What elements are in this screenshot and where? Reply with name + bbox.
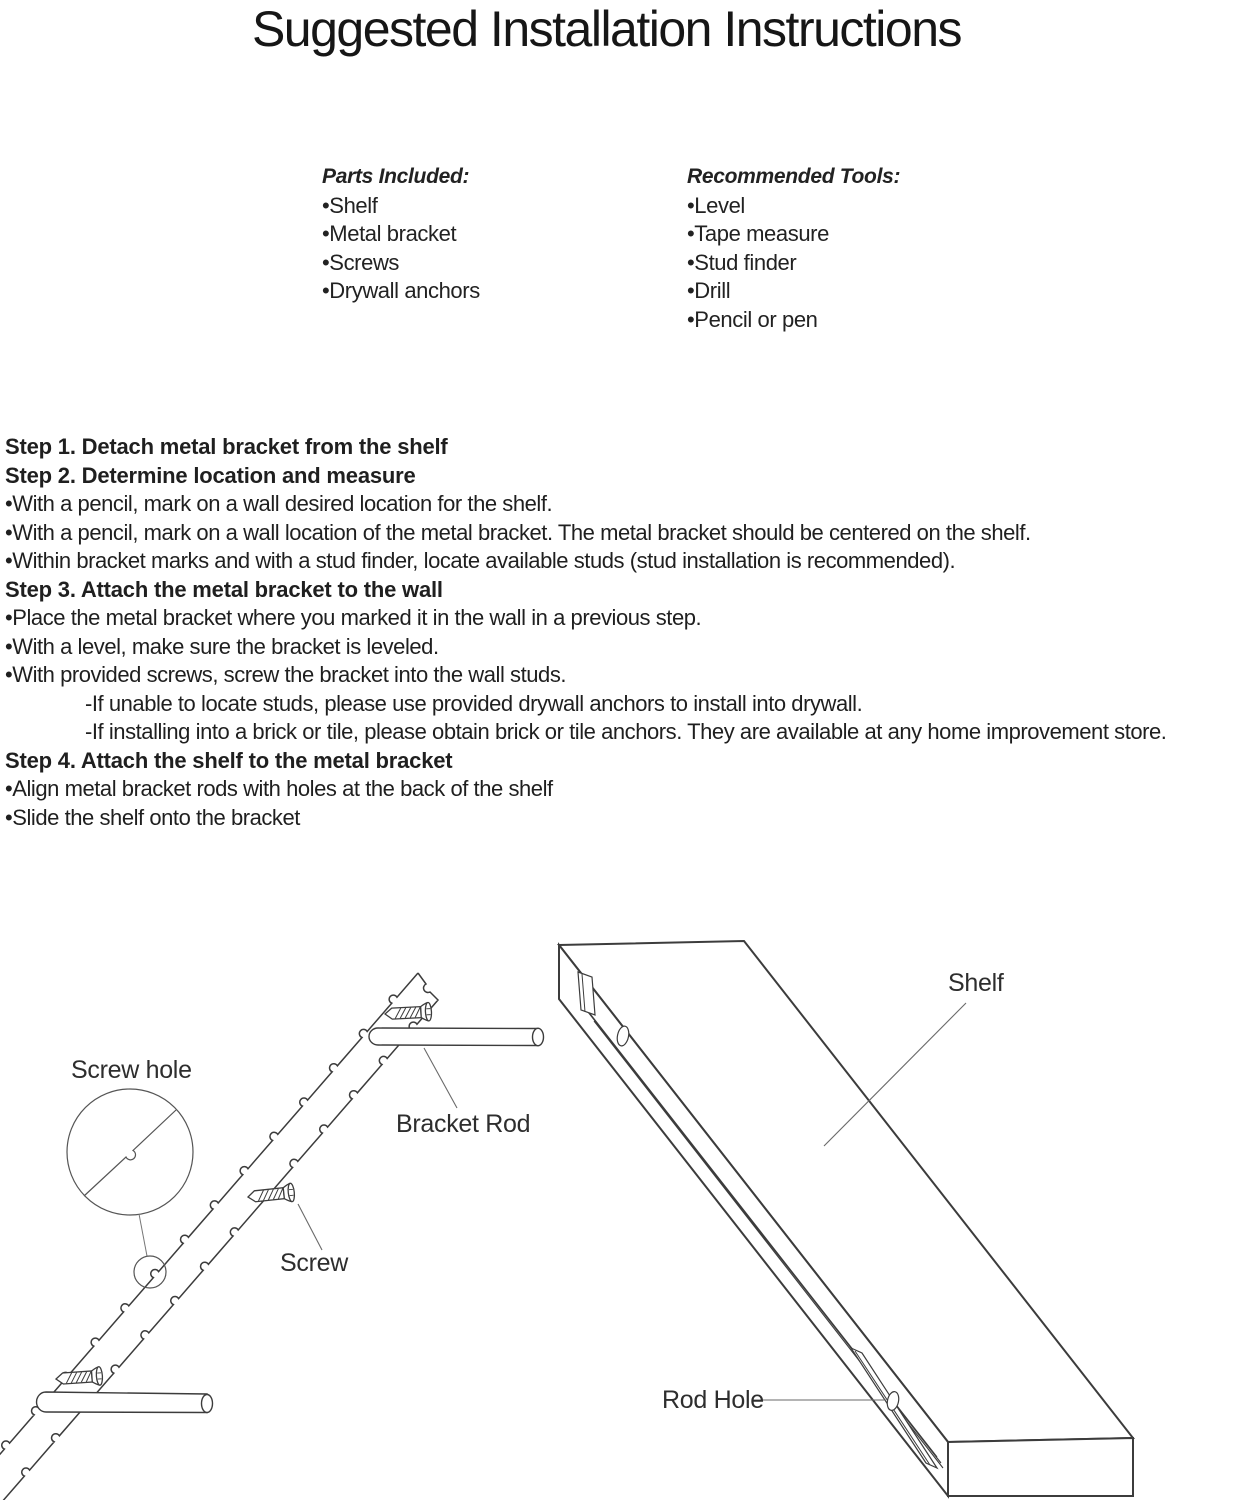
instruction-line: Step 2. Determine location and measure [5,462,416,488]
parts-item: •Shelf [322,192,378,218]
instruction-line: •With a pencil, mark on a wall desired location for the shelf. [5,491,553,516]
bracket-rod-label: Bracket Rod [396,1110,531,1138]
instruction-line: Step 4. Attach the shelf to the metal bracket [5,747,453,773]
instruction-line: •Slide the shelf onto the bracket [5,804,300,830]
tools-item: •Stud finder [687,249,797,275]
parts-item: •Drywall anchors [322,278,480,303]
screw-top [385,1002,432,1023]
instruction-line: •Align metal bracket rods with holes at the back of the shelf [5,776,553,801]
page-title: Suggested Installation Instructions [251,1,962,57]
bracket-rod-bottom-drawing [37,1392,213,1413]
tools-item: •Drill [687,278,731,303]
screw-middle [247,1183,295,1206]
screw-hole-magnifier [67,1089,193,1288]
screw-label: Screw [280,1249,348,1277]
parts-included-heading: Parts Included: [322,165,470,188]
instruction-line: •Place the metal bracket where you marked it in the wall in a previous step. [5,605,702,630]
tools-item: •Level [687,192,745,218]
instruction-line: Step 1. Detach metal bracket from the shelf [5,434,448,459]
instruction-line: •With provided screws, screw the bracket into the wall studs. [5,662,567,687]
instruction-line: -If unable to locate studs, please use provided drywall anchors to install into drywall. [85,690,863,716]
parts-item: •Metal bracket [322,221,457,246]
tools-item: •Tape measure [687,221,829,246]
screw-leader [298,1204,322,1250]
tools-item: •Pencil or pen [687,306,818,332]
instruction-line: •With a pencil, mark on a wall location of the metal bracket. The metal bracket should be centered on the shelf. [5,519,1031,545]
shelf-drawing [559,941,1133,1496]
bracket-rod-top-drawing [369,1028,544,1046]
instruction-line: •Within bracket marks and with a stud finder, locate available studs (stud installation is recommended). [5,548,956,573]
recommended-tools-heading: Recommended Tools: [687,165,901,188]
instruction-line: -If installing into a brick or tile, please obtain brick or tile anchors. They are available at any home improvement store. [85,719,1167,744]
rod-hole-label: Rod Hole [662,1386,764,1414]
shelf-label: Shelf [948,969,1004,997]
instruction-line: •With a level, make sure the bracket is leveled. [5,633,439,659]
bracket-rod-leader [424,1048,457,1108]
instruction-line: Step 3. Attach the metal bracket to the wall [5,576,443,602]
parts-item: •Screws [322,249,400,275]
metal-bracket-drawing [0,973,438,1500]
screw-hole-label: Screw hole [71,1056,192,1084]
bracket-edge [0,973,438,1500]
screw-bottom [55,1367,103,1389]
